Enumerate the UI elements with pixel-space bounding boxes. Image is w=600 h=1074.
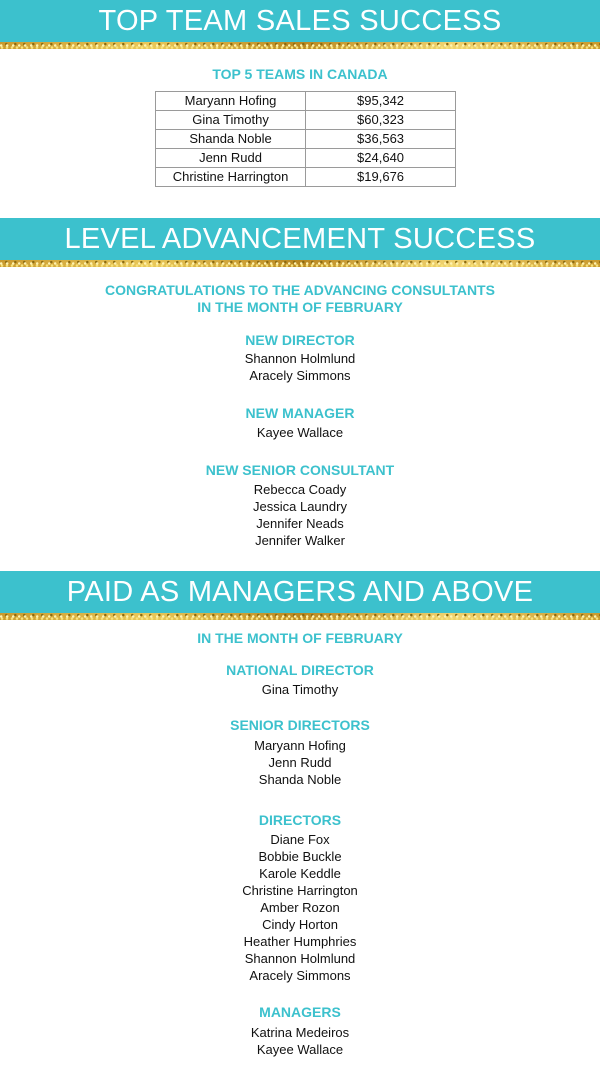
list-item: Aracely Simmons	[249, 968, 351, 983]
list-item: Shannon Holmlund	[244, 951, 356, 966]
banner-level-advancement: LEVEL ADVANCEMENT SUCCESS	[0, 218, 600, 260]
team-amount-cell: $60,323	[306, 111, 456, 130]
banner-paid-as-managers: PAID AS MANAGERS AND ABOVE	[0, 571, 600, 613]
month-heading: IN THE MONTH OF FEBRUARY	[197, 299, 403, 315]
gold-glitter-divider	[0, 613, 600, 620]
group-title-managers: MANAGERS	[259, 1004, 341, 1020]
team-amount-cell: $95,342	[306, 92, 456, 111]
table-row	[156, 111, 456, 130]
team-name-cell: Gina Timothy	[156, 111, 306, 130]
team-name-cell: Christine Harrington	[156, 168, 306, 187]
list-item: Kayee Wallace	[256, 425, 344, 440]
team-name-cell: Shanda Noble	[156, 130, 306, 149]
team-name-cell: Jenn Rudd	[156, 149, 306, 168]
list-item: Shannon Holmlund	[244, 351, 356, 366]
banner-top-team-sales: TOP TEAM SALES SUCCESS	[0, 0, 600, 42]
name-list-new-director	[0, 350, 600, 384]
name-list-directors	[0, 831, 600, 984]
list-item: Diane Fox	[270, 832, 330, 847]
gold-glitter-divider	[0, 42, 600, 49]
list-item: Jessica Laundry	[253, 499, 347, 514]
name-list-new-manager	[0, 424, 600, 441]
list-item: Shanda Noble	[258, 772, 342, 787]
table-row	[156, 92, 456, 111]
group-title-directors: DIRECTORS	[258, 812, 342, 828]
list-item: Cindy Horton	[262, 917, 338, 932]
group-title-national-director: NATIONAL DIRECTOR	[226, 662, 374, 678]
group-title-senior-directors: SENIOR DIRECTORS	[230, 717, 370, 733]
list-item: Katrina Medeiros	[250, 1025, 350, 1040]
list-item: Jennifer Walker	[255, 533, 345, 548]
list-item: Aracely Simmons	[249, 368, 351, 383]
name-list-managers	[0, 1024, 600, 1058]
sales-table	[155, 91, 456, 187]
heading-top-5-teams: TOP 5 TEAMS IN CANADA	[212, 66, 388, 82]
list-item: Rebecca Coady	[253, 482, 347, 497]
list-item: Gina Timothy	[261, 682, 339, 697]
table-row	[156, 149, 456, 168]
group-title-new-manager: NEW MANAGER	[245, 405, 355, 421]
list-item: Kayee Wallace	[256, 1042, 344, 1057]
table-row	[156, 130, 456, 149]
table-row	[156, 168, 456, 187]
list-item: Bobbie Buckle	[258, 849, 342, 864]
team-amount-cell: $24,640	[306, 149, 456, 168]
list-item: Heather Humphries	[243, 934, 357, 949]
team-amount-cell: $19,676	[306, 168, 456, 187]
gold-glitter-divider	[0, 260, 600, 267]
name-list-national-director	[0, 681, 600, 698]
list-item: Christine Harrington	[242, 883, 358, 898]
name-list-new-senior-consultant	[0, 481, 600, 549]
team-name-cell: Maryann Hofing	[156, 92, 306, 111]
name-list-senior-directors	[0, 737, 600, 788]
list-item: Jennifer Neads	[256, 516, 344, 531]
group-title-new-senior-consultant: NEW SENIOR CONSULTANT	[205, 462, 395, 478]
list-item: Jenn Rudd	[268, 755, 332, 770]
list-item: Amber Rozon	[260, 900, 340, 915]
list-item: Karole Keddle	[259, 866, 341, 881]
congratulations-heading: CONGRATULATIONS TO THE ADVANCING CONSULTANTS	[105, 282, 495, 298]
team-amount-cell: $36,563	[306, 130, 456, 149]
group-title-new-director: NEW DIRECTOR	[245, 332, 355, 348]
month-heading: IN THE MONTH OF FEBRUARY	[197, 630, 403, 646]
list-item: Maryann Hofing	[254, 738, 346, 753]
